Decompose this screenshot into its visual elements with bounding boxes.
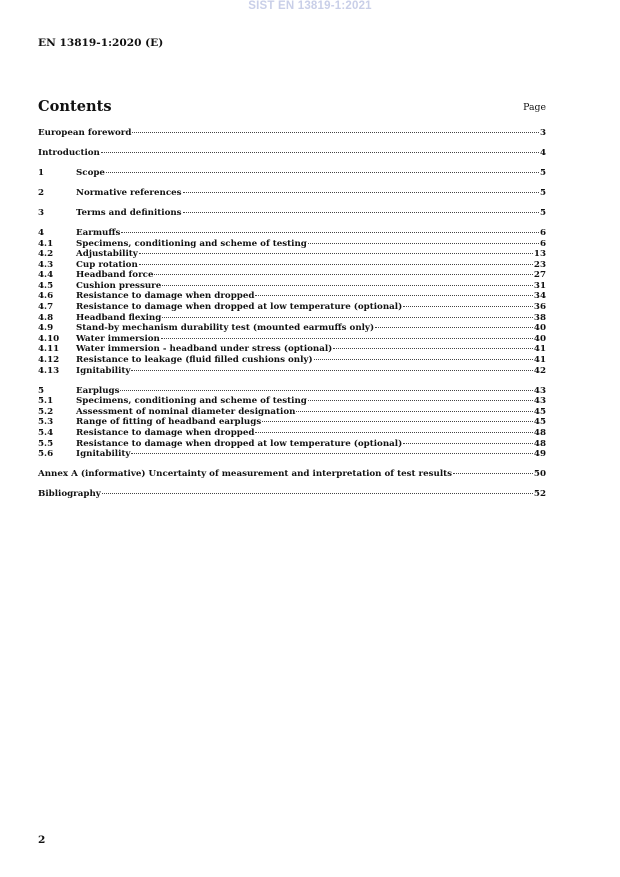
toc-entry[interactable] bbox=[38, 148, 546, 159]
toc-entry-title: Earplugs bbox=[76, 385, 120, 396]
toc-entry-title: Adjustability bbox=[76, 249, 138, 260]
table-of-contents bbox=[38, 128, 546, 500]
toc-entry[interactable] bbox=[38, 417, 546, 428]
toc-entry-title: Ignitability bbox=[76, 365, 131, 376]
toc-entry-title: Bibliography bbox=[38, 489, 101, 500]
toc-entry-title: Headband flexing bbox=[76, 312, 162, 323]
toc-entry-title: Assessment of nominal diameter designation bbox=[76, 406, 296, 417]
toc-entry[interactable] bbox=[38, 396, 546, 407]
toc-entry[interactable] bbox=[38, 208, 546, 219]
dot-leader bbox=[308, 243, 539, 244]
toc-entry-title: Water immersion bbox=[76, 333, 160, 344]
toc-entry-number: 4.9 bbox=[38, 323, 54, 334]
toc-entry[interactable] bbox=[38, 386, 546, 397]
toc-entry-page: 13 bbox=[533, 249, 546, 260]
toc-entry-page: 5 bbox=[539, 167, 546, 178]
dot-leader bbox=[101, 152, 539, 153]
toc-entry-page: 50 bbox=[533, 469, 546, 480]
dot-leader bbox=[139, 264, 533, 265]
toc-entry-number: 4.6 bbox=[38, 291, 54, 302]
toc-entry-page: 34 bbox=[533, 291, 546, 302]
dot-leader bbox=[154, 274, 532, 275]
toc-entry[interactable] bbox=[38, 449, 546, 460]
toc-entry-number: 4.1 bbox=[38, 238, 54, 249]
toc-entry-number: 4.4 bbox=[38, 270, 54, 281]
dot-leader bbox=[308, 400, 533, 401]
toc-entry-number: 5.1 bbox=[38, 396, 54, 407]
toc-entry-page: 31 bbox=[533, 280, 546, 291]
toc-entry-title: Headband force bbox=[76, 270, 154, 281]
toc-entry-title: Specimens, conditioning and scheme of testing bbox=[76, 238, 307, 249]
toc-entry-page: 40 bbox=[533, 323, 546, 334]
toc-entry-page: 38 bbox=[533, 312, 546, 323]
toc-entry-page: 49 bbox=[533, 449, 546, 460]
toc-entry-number: 4.12 bbox=[38, 355, 60, 366]
dot-leader bbox=[139, 253, 533, 254]
toc-entry-title: Resistance to damage when dropped bbox=[76, 291, 255, 302]
toc-entry-title: Specimens, conditioning and scheme of testing bbox=[76, 396, 307, 407]
dot-leader bbox=[162, 285, 533, 286]
toc-entry[interactable] bbox=[38, 249, 546, 260]
page-number: 2 bbox=[38, 834, 46, 846]
toc-entry-number: 4.11 bbox=[38, 344, 60, 355]
toc-entry-page: 3 bbox=[539, 128, 546, 138]
toc-entry-number: 5.5 bbox=[38, 438, 54, 449]
dot-leader bbox=[121, 232, 539, 233]
toc-entry-title: Resistance to damage when dropped at low temperature (optional) bbox=[76, 302, 403, 313]
document-id: EN 13819-1:2020 (E) bbox=[38, 37, 164, 49]
toc-entry-page: 43 bbox=[533, 396, 546, 407]
toc-entry-page: 41 bbox=[533, 355, 546, 366]
toc-entry-page: 4 bbox=[539, 147, 546, 158]
toc-entry-title: Scope bbox=[76, 167, 105, 178]
dot-leader bbox=[131, 453, 532, 454]
toc-entry-number: 5.2 bbox=[38, 406, 54, 417]
toc-entry[interactable] bbox=[38, 260, 546, 271]
toc-entry-number: 4.3 bbox=[38, 259, 54, 270]
toc-entry-title: Range of fitting of headband earplugs bbox=[76, 417, 262, 428]
toc-entry-number: 5 bbox=[38, 385, 45, 396]
toc-entry-title: Stand-by mechanism durability test (mounted earmuffs only) bbox=[76, 323, 375, 334]
toc-entry[interactable] bbox=[38, 489, 546, 500]
dot-leader bbox=[262, 421, 533, 422]
toc-entry-page: 43 bbox=[533, 385, 546, 396]
toc-entry-title: Water immersion - headband under stress (optional) bbox=[76, 344, 333, 355]
dot-leader bbox=[403, 306, 533, 307]
page-column-label: Page bbox=[523, 102, 546, 113]
toc-entry[interactable] bbox=[38, 228, 546, 239]
toc-entry-number: 4.5 bbox=[38, 280, 54, 291]
toc-entry-number: 3 bbox=[38, 207, 45, 218]
toc-entry-page: 6 bbox=[539, 227, 546, 238]
toc-entry[interactable] bbox=[38, 366, 546, 377]
dot-leader bbox=[161, 338, 533, 339]
toc-entry-page: 23 bbox=[533, 259, 546, 270]
toc-entry-page: 48 bbox=[533, 438, 546, 449]
toc-entry-page: 52 bbox=[533, 489, 546, 500]
toc-entry[interactable] bbox=[38, 291, 546, 302]
toc-entry-page: 45 bbox=[533, 406, 546, 417]
toc-entry[interactable] bbox=[38, 469, 546, 480]
contents-heading: Contents bbox=[38, 98, 112, 115]
toc-entry[interactable] bbox=[38, 344, 546, 355]
toc-entry-number: 5.4 bbox=[38, 428, 54, 438]
toc-entry-title: Introduction bbox=[38, 147, 100, 158]
toc-entry-page: 6 bbox=[539, 238, 546, 249]
toc-entry[interactable] bbox=[38, 128, 546, 139]
toc-entry-title: Normative references bbox=[76, 187, 182, 198]
toc-entry[interactable] bbox=[38, 323, 546, 334]
toc-entry-title: Terms and definitions bbox=[76, 207, 182, 218]
dot-leader bbox=[255, 295, 532, 296]
toc-entry-number: 4.7 bbox=[38, 302, 54, 313]
toc-entry-number: 5.3 bbox=[38, 417, 54, 428]
dot-leader bbox=[102, 493, 533, 494]
dot-leader bbox=[131, 370, 532, 371]
dot-leader bbox=[183, 212, 539, 213]
toc-entry-title: Annex A (informative) Uncertainty of measurement and interpretation of test results bbox=[38, 469, 453, 480]
dot-leader bbox=[162, 317, 533, 318]
toc-entry[interactable] bbox=[38, 168, 546, 179]
dot-leader bbox=[296, 411, 532, 412]
toc-entry-page: 5 bbox=[539, 207, 546, 218]
toc-entry[interactable] bbox=[38, 355, 546, 366]
toc-entry-number: 4 bbox=[38, 227, 45, 238]
toc-entry-page: 48 bbox=[533, 428, 546, 438]
dot-leader bbox=[106, 172, 539, 173]
toc-entry-title: Ignitability bbox=[76, 449, 131, 460]
toc-entry[interactable] bbox=[38, 334, 546, 345]
toc-entry-number: 1 bbox=[38, 167, 45, 178]
dot-leader bbox=[120, 390, 532, 391]
toc-entry-page: 45 bbox=[533, 417, 546, 428]
watermark: SIST EN 13819-1:2021 bbox=[248, 0, 372, 12]
dot-leader bbox=[314, 359, 533, 360]
dot-leader bbox=[375, 327, 533, 328]
toc-entry-number: 2 bbox=[38, 187, 45, 198]
toc-entry[interactable] bbox=[38, 428, 546, 439]
toc-entry[interactable] bbox=[38, 302, 546, 313]
toc-entry-title: Resistance to damage when dropped bbox=[76, 428, 255, 438]
toc-entry-number: 4.13 bbox=[38, 365, 60, 376]
toc-entry[interactable] bbox=[38, 270, 546, 281]
toc-entry-number: 4.10 bbox=[38, 333, 60, 344]
toc-entry-number: 4.2 bbox=[38, 249, 54, 260]
toc-entry[interactable] bbox=[38, 439, 546, 450]
toc-entry-number: 5.6 bbox=[38, 449, 54, 460]
toc-entry[interactable] bbox=[38, 188, 546, 199]
toc-entry-page: 27 bbox=[533, 270, 546, 281]
toc-entry[interactable] bbox=[38, 407, 546, 418]
toc-entry[interactable] bbox=[38, 239, 546, 250]
toc-entry-title: Earmuffs bbox=[76, 227, 121, 238]
dot-leader bbox=[333, 348, 533, 349]
toc-entry-page: 40 bbox=[533, 333, 546, 344]
dot-leader bbox=[132, 132, 539, 133]
dot-leader bbox=[403, 443, 533, 444]
toc-entry-title: Cushion pressure bbox=[76, 280, 162, 291]
toc-entry-title: European foreword bbox=[38, 128, 132, 138]
toc-entry-page: 41 bbox=[533, 344, 546, 355]
dot-leader bbox=[183, 192, 539, 193]
toc-entry-page: 42 bbox=[533, 365, 546, 376]
toc-entry-title: Resistance to damage when dropped at low temperature (optional) bbox=[76, 438, 403, 449]
toc-entry[interactable] bbox=[38, 281, 546, 292]
toc-entry-title: Cup rotation bbox=[76, 259, 138, 270]
toc-entry-page: 36 bbox=[533, 302, 546, 313]
dot-leader bbox=[255, 432, 532, 433]
dot-leader bbox=[453, 473, 533, 474]
toc-entry-number: 4.8 bbox=[38, 312, 54, 323]
toc-entry[interactable] bbox=[38, 313, 546, 324]
toc-entry-title: Resistance to leakage (fluid filled cushions only) bbox=[76, 355, 313, 366]
toc-entry-page: 5 bbox=[539, 187, 546, 198]
